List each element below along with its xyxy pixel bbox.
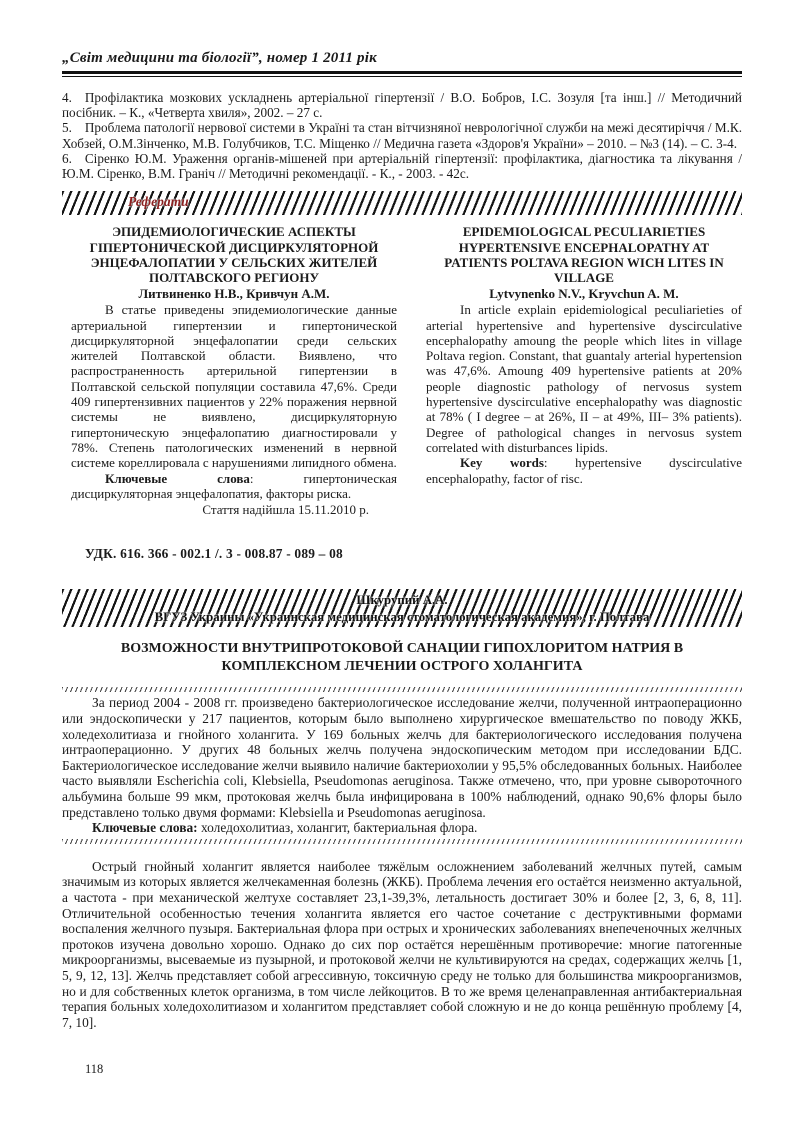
reference-number: 4. <box>62 90 72 105</box>
keywords-label-en: Key words <box>460 455 544 471</box>
article-keywords-label: Ключевые слова: <box>92 820 198 836</box>
abstract-keywords-ru <box>71 471 397 502</box>
abstract-body-ru: В статье приведены эпидемиологические данные артериальной гипертензии и гипертонической дисциркуляторной энцефалопатии среди сельских жителей Полтавской области. Виявлено, что распространенность артерильной гипертензии в Полтавской сельской популяции составила 47,6%. Среди 409 гипертензивних пациентов у 22% поражения нервной системы не виявлено, дисциркуляторную гипертоническую энцефалопатию диагностировали у 78%. Степень патологических изменений в нервной системе кореллировала с нарушениями липидного обмена. <box>71 302 397 471</box>
references-list <box>62 90 742 181</box>
abstract-top-dashed-rule <box>62 687 742 692</box>
reference-number: 6. <box>62 150 72 166</box>
abstract-column-english <box>426 224 742 517</box>
reference-item <box>62 90 742 120</box>
abstracts-two-columns <box>62 224 742 517</box>
abstract-title-en: EPIDEMIOLOGICAL PECULIARIETIES HYPERTENSIVE ENCEPHALOPATHY AT PATIENTS POLTAVA REGION WICH LITES IN VILLAGE <box>444 224 724 286</box>
article-author-name: Шкурупий А.А. <box>356 593 448 608</box>
article-received-date: Стаття надійшла 15.11.2010 р. <box>202 502 369 518</box>
reference-item <box>62 120 742 150</box>
article-abstract-block <box>62 695 742 835</box>
header-rule-thin <box>62 76 742 77</box>
journal-running-head: „Світ медицини та біології”, номер 1 2011 рік <box>62 50 377 66</box>
keywords-text-ru: : гипертоническая дисциркуляторная энцефалопатия, факторы риска. <box>71 470 397 501</box>
keywords-label-ru: Ключевые слова <box>105 470 250 486</box>
page-number: 118 <box>85 1062 104 1076</box>
abstract-authors-ru: Литвиненко Н.В., Кривчун А.М. <box>138 285 330 301</box>
abstract-column-russian <box>71 224 397 517</box>
reference-item <box>62 151 742 181</box>
abstract-bottom-dashed-rule <box>62 839 742 844</box>
referaty-section-banner <box>62 191 742 215</box>
article-abstract-keywords <box>62 820 742 836</box>
page-content <box>62 0 742 1030</box>
article-body-paragraph: Острый гнойный холангит является наиболее тяжёлым осложнением заболеваний желчных путей, самым значимым из которых является желчекаменная болезнь (ЖКБ). Проблема лечения его остаётся неизменно актуальной, а частота - при механической желтухе составляет 23,1-39,3%, летальность достигает 30% и более [2, 3, 6, 8, 11]. Отличительной особенностью течения холангита является его частое сочетание с деструктивными формами воспаления желчного пузыря. Бактериальная флора при острых и хронических заболеваниях внепеченочных желчных протоков изучена довольно хорошо. Однако до сих пор остаётся нерешённым противоречие: многие патогенные микроорганизмы, высеваемые из пузырной, и протоковой желчи не культивируются на средах, содержащих желчь [1, 5, 9, 12, 13]. Желчь представляет собой агрессивную, токсичную среду не только для большинства микроорганизмов, но и для собственных клеток организма, в том числе лейкоцитов. В то же время целенаправленная антибактериальная терапия больных холедохолитиазом и холангитом представляет собой сложную и не до конца решённую проблему [4, 7, 10]. <box>62 858 742 1030</box>
abstract-title-ru: ЭПИДЕМИОЛОГИЧЕСКИЕ АСПЕКТЫ ГІПЕРТОНИЧЕСКОЙ ДИСЦИРКУЛЯТОРНОЙ ЭНЦЕФАЛОПАТИИ У СЕЛЬСКИХ ЖИТЕЛЕЙ ПОЛТАВСКОГО РЕГИОНУ <box>89 224 379 286</box>
abstract-body-en: In article explain epidemiological peculiarieties of arterial hypertensive and hypertensive dyscirculative encephalopathy amoung the people which lites in village Poltava region. Constant, that guantaly arterial hypertension was 47,6%. Amoung 409 hypertensive patients at 20% people diagnostic pathology of nervosus system hypertensive dyscirculative encephalopathy was diagnostic at 78% ( I degree – at 26%, II – at 49%, III– 3% patients). Degree of pathological changes in nervosus system correlated with disturbances lipids. <box>426 302 742 455</box>
article-abstract-text: За период 2004 - 2008 гг. произведено бактериологическое исследование желчи, полученной интраоперационно или эндоскопически у 217 пациентов, которым было выполнено хирургическое вмешательство по поводу ЖКБ, холедехолитиаза и гнойного холангита. У 169 больных желчь для бактериологического исследования получена интраоперационно. У других 48 больных желчь получена эндоскопическим методом при исследовании БДС. Бактериологическое исследование желчи выявило наличие бактериохолии у 95,5% обследованных больных. Наиболее часто выявляли Escherichia coli, Klebsiella, Pseudomonas aeruginosa. Также отмечено, что, при уровне сывороточного альбумина больше 99 мкм, протоковая желчь была инфицирована в 100% наблюдений, однако 90,6% флоры было представлено только двумя формами: Klebsiella и Pseudomonas aeruginosa. <box>62 695 742 820</box>
keywords-text-en: : hypertensive dyscirculative encephalopathy, factor of risc. <box>426 455 742 486</box>
article-keywords-text: холедохолитиаз, холангит, бактериальная флора. <box>197 820 478 836</box>
header-rule-thick <box>62 71 742 74</box>
article-author-affiliation: ВГУЗ Украины «Украинская медицинская стоматологическая академия», г. Полтава <box>154 610 650 625</box>
reference-number: 5. <box>62 120 72 136</box>
reference-text: Проблема патології нервової системи в Україні та стан вітчизняної неврологічної служби на межі десятиріччя / М.К. Хобзей, О.М.Зінченко, М.В. Голубчиков, Т.С. Міщенко // Медична газета «Здоров'я України» – 2010. – №3 (14). – С. 3-4. <box>62 120 742 151</box>
abstract-keywords-en <box>426 455 742 486</box>
article-title: ВОЗМОЖНОСТИ ВНУТРИПРОТОКОВОЙ САНАЦИИ ГИПОХЛОРИТОМ НАТРИЯ В КОМПЛЕКСНОМ ЛЕЧЕНИИ ОСТРОГО ХОЛАНГИТА <box>120 641 684 675</box>
udc-code: УДК. 616. 366 - 002.1 /. 3 - 008.87 - 089 – 08 <box>85 546 343 562</box>
referaty-label: Реферати <box>128 194 189 210</box>
reference-text: Профілактика мозкових ускладнень артеріальної гіпертензії / В.О. Бобров, І.С. Зозуля [та інш.] // Методичний посібник. – К., «Четверта хвиля», 2002. – 27 с. <box>62 90 742 121</box>
article-author-banner <box>62 589 742 627</box>
reference-text: Сіренко Ю.М. Ураження органів-мішеней при артеріальній гіпертензії: профілактика, діагностика та лікування / Ю.М. Сіренко, В.М. Граніч // Методичні рекомендації. - К., - 2003. - 42с. <box>62 150 742 182</box>
abstract-authors-en: Lytvynenko N.V., Kryvchun A. M. <box>489 285 679 301</box>
